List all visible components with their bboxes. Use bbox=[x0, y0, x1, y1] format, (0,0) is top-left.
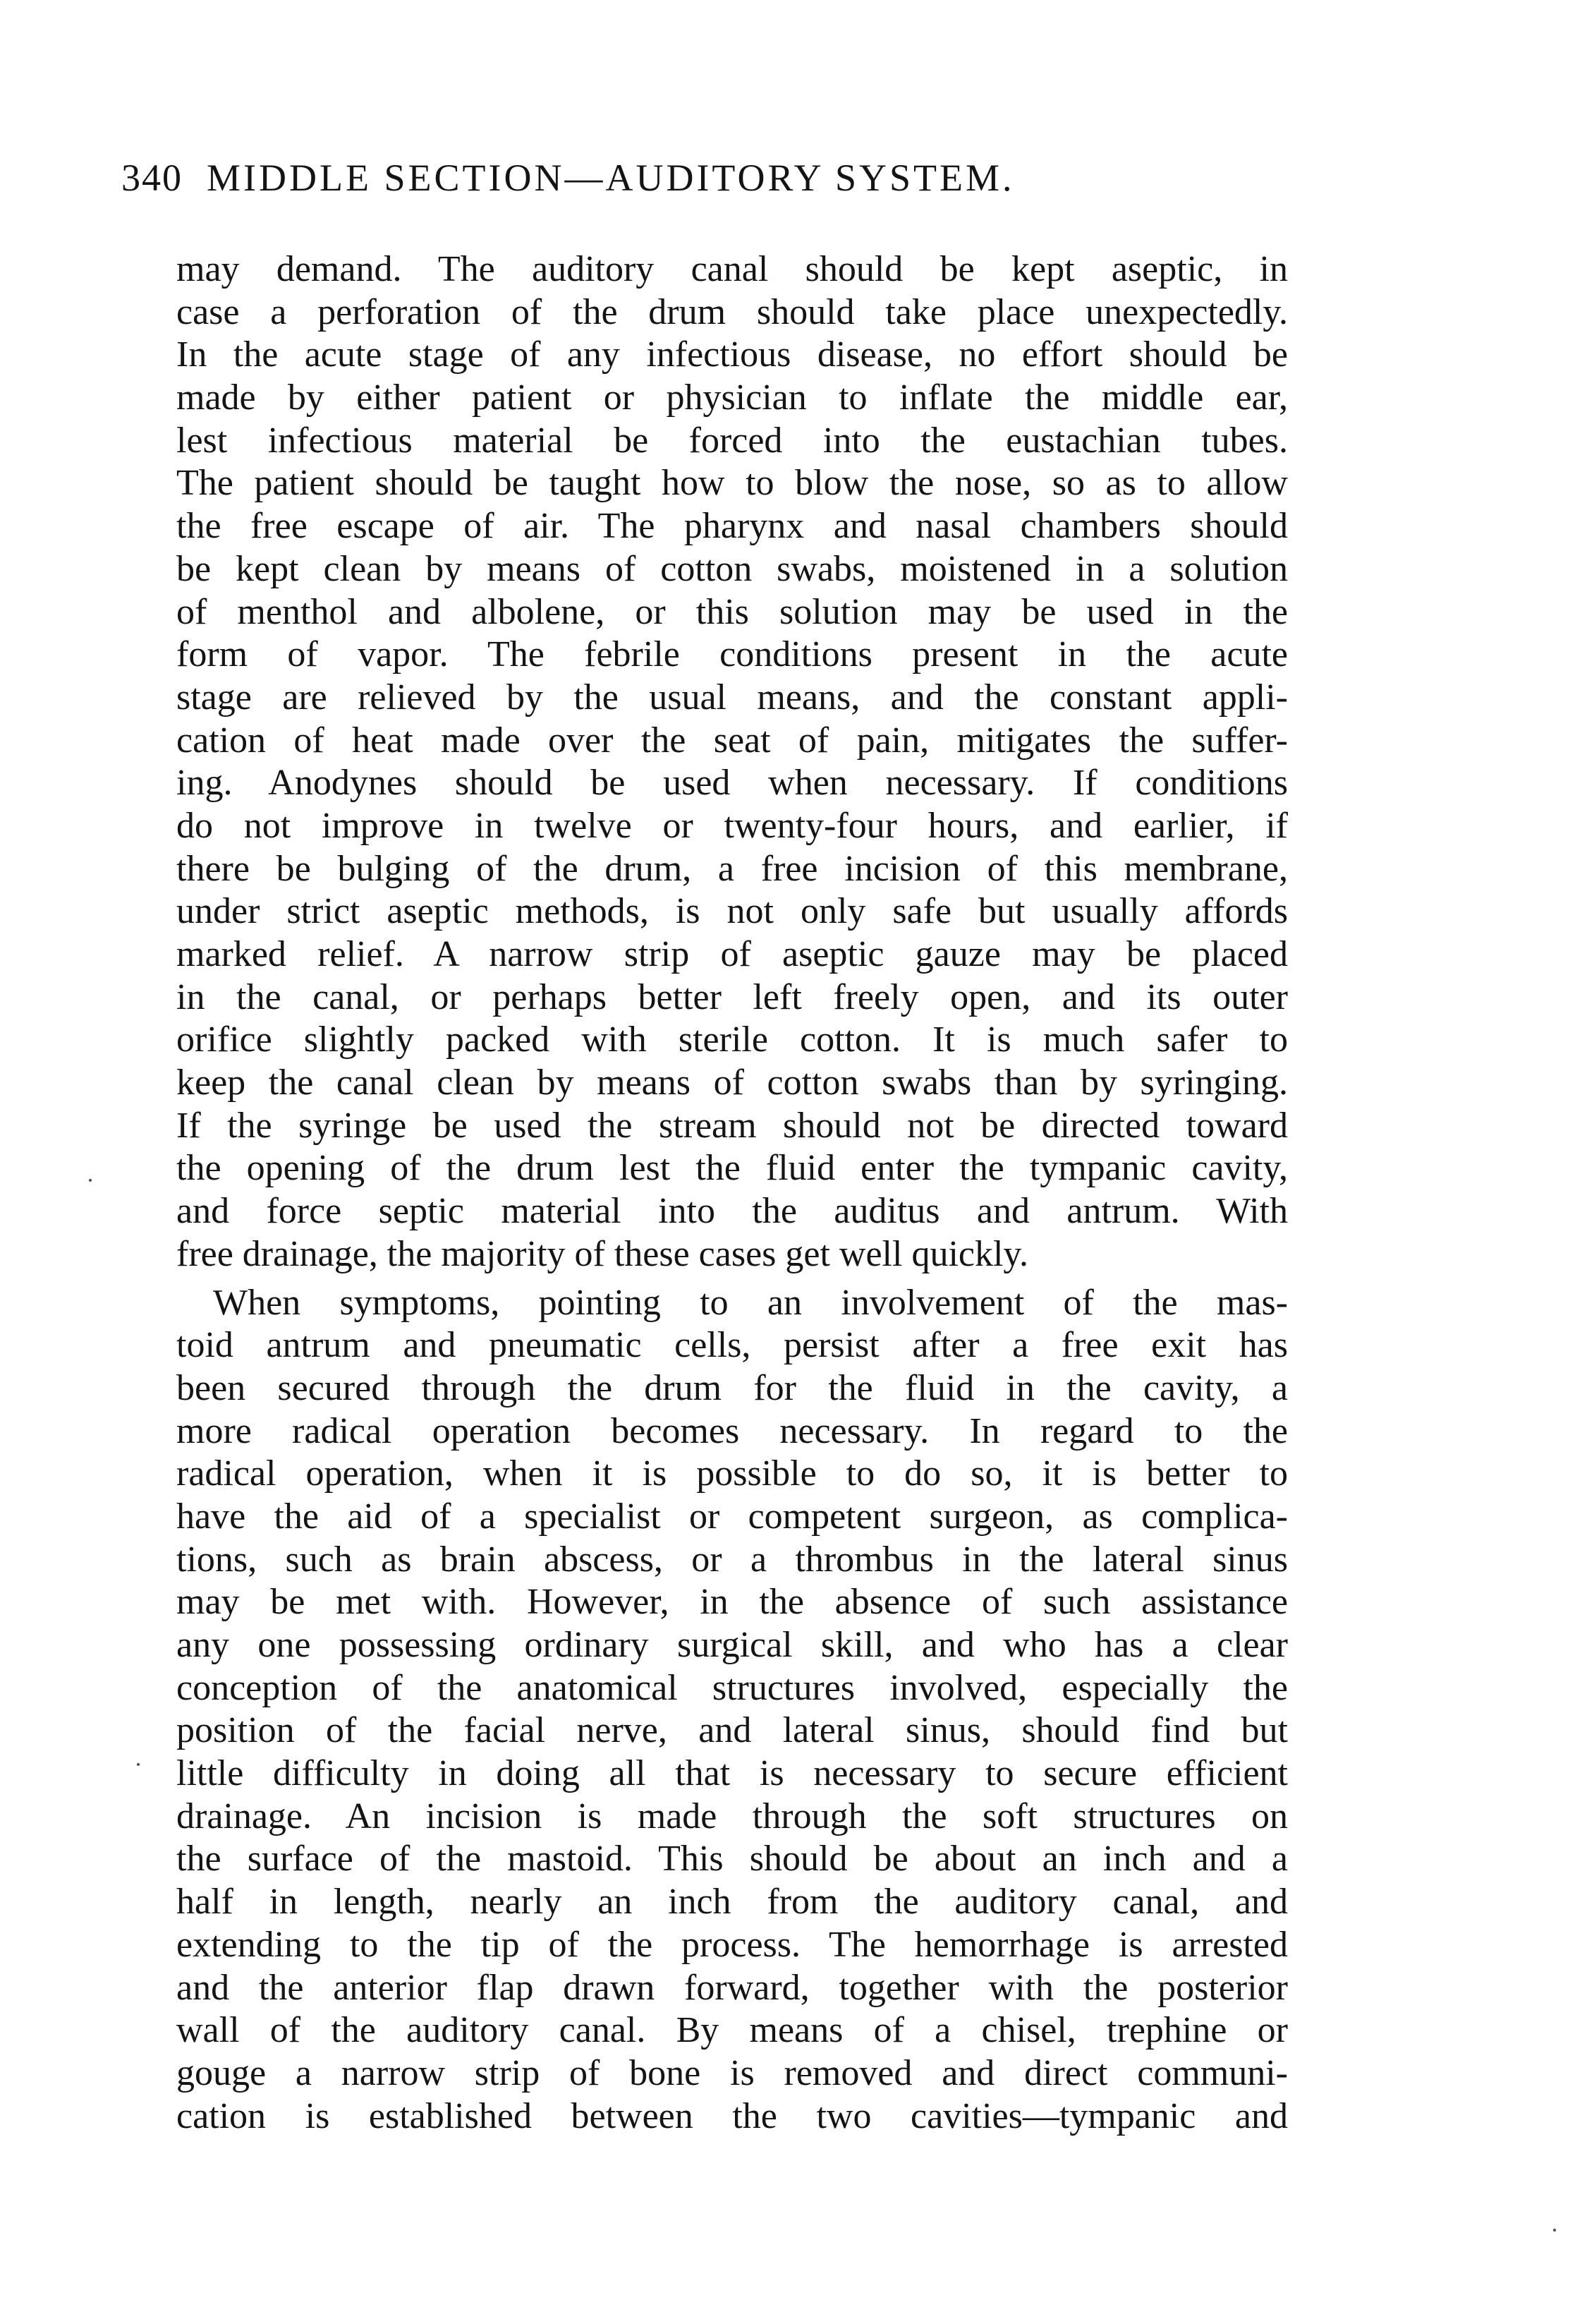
running-title: MIDDLE SECTION—AUDITORY SYSTEM. bbox=[207, 157, 1015, 199]
text-line: have the aid of a specialist or competent surgeon, as complica- bbox=[176, 1496, 1288, 1537]
text-line: the free escape of air. The pharynx and nasal chambers should bbox=[176, 506, 1288, 547]
text-line: stage are relieved by the usual means, and the constant appli- bbox=[176, 677, 1288, 718]
text-line: free drainage, the majority of these cases get well quickly. bbox=[176, 1233, 1029, 1274]
text-line: made by either patient or physician to inflate the middle ear, bbox=[176, 377, 1288, 418]
text-line: lest infectious material be forced into the eustachian tubes. bbox=[176, 420, 1288, 461]
text-line: radical operation, when it is possible to do so, it is better to bbox=[176, 1453, 1288, 1494]
text-line: any one possessing ordinary surgical skill, and who has a clear bbox=[176, 1625, 1288, 1665]
text-line: case a perforation of the drum should take place unexpectedly. bbox=[176, 291, 1288, 332]
text-line: form of vapor. The febrile conditions present in the acute bbox=[176, 634, 1288, 675]
text-line: If the syringe be used the stream should not be directed toward bbox=[176, 1105, 1288, 1146]
page-number: 340 bbox=[121, 157, 183, 199]
text-line: and the anterior flap drawn forward, together with the posterior bbox=[176, 1967, 1288, 2008]
text-line: orifice slightly packed with sterile cotton. It is much safer to bbox=[176, 1019, 1288, 1060]
text-line: more radical operation becomes necessary. In regard to the bbox=[176, 1410, 1288, 1451]
text-line: The patient should be taught how to blow the nose, so as to allow bbox=[176, 463, 1288, 504]
stray-mark: · bbox=[1550, 2216, 1559, 2244]
text-line: been secured through the drum for the fluid in the cavity, a bbox=[176, 1367, 1288, 1408]
text-line: may demand. The auditory canal should be kept aseptic, in bbox=[176, 249, 1288, 289]
text-line: there be bulging of the drum, a free incision of this membrane, bbox=[176, 848, 1288, 889]
text-line: cation is established between the two cavities—tympanic and bbox=[176, 2095, 1288, 2136]
text-line: in the canal, or perhaps better left freely open, and its outer bbox=[176, 976, 1288, 1017]
stray-mark: · bbox=[86, 1166, 95, 1194]
text-line: may be met with. However, in the absence of such assistance bbox=[176, 1582, 1288, 1623]
text-line: do not improve in twelve or twenty-four hours, and earlier, if bbox=[176, 805, 1288, 846]
paragraph-2 bbox=[176, 1282, 1288, 2138]
text-line: ing. Anodynes should be used when necessary. If conditions bbox=[176, 763, 1288, 804]
body-text bbox=[176, 248, 1288, 2138]
page-header bbox=[121, 150, 1306, 206]
paragraph-1 bbox=[176, 248, 1288, 1276]
text-line: When symptoms, pointing to an involvement of the mas- bbox=[213, 1282, 1288, 1323]
stray-mark: · bbox=[134, 1750, 142, 1779]
text-line: keep the canal clean by means of cotton swabs than by syringing. bbox=[176, 1063, 1288, 1103]
text-line: extending to the tip of the process. The hemorrhage is arrested bbox=[176, 1924, 1288, 1965]
text-line: be kept clean by means of cotton swabs, moistened in a solution bbox=[176, 548, 1288, 589]
text-line: drainage. An incision is made through the soft structures on bbox=[176, 1796, 1288, 1836]
text-line: of menthol and albolene, or this solution may be used in the bbox=[176, 591, 1288, 632]
text-line: gouge a narrow strip of bone is removed and direct communi- bbox=[176, 2052, 1288, 2093]
text-line: the surface of the mastoid. This should be about an inch and a bbox=[176, 1839, 1288, 1880]
text-line: position of the facial nerve, and lateral sinus, should find but bbox=[176, 1710, 1288, 1751]
text-line: and force septic material into the auditus and antrum. With bbox=[176, 1191, 1288, 1232]
text-line: conception of the anatomical structures involved, especially the bbox=[176, 1667, 1288, 1708]
text-line: under strict aseptic methods, is not only safe but usually affords bbox=[176, 891, 1288, 932]
text-line: In the acute stage of any infectious disease, no effort should be bbox=[176, 334, 1288, 375]
text-line: half in length, nearly an inch from the auditory canal, and bbox=[176, 1882, 1288, 1923]
text-line: marked relief. A narrow strip of aseptic gauze may be placed bbox=[176, 934, 1288, 974]
text-line: the opening of the drum lest the fluid enter the tympanic cavity, bbox=[176, 1148, 1288, 1189]
text-line: cation of heat made over the seat of pain, mitigates the suffer- bbox=[176, 720, 1288, 761]
text-line: toid antrum and pneumatic cells, persist after a free exit has bbox=[176, 1325, 1288, 1366]
text-line: tions, such as brain abscess, or a thrombus in the lateral sinus bbox=[176, 1539, 1288, 1580]
text-line: little difficulty in doing all that is necessary to secure efficient bbox=[176, 1753, 1288, 1794]
text-line: wall of the auditory canal. By means of a chisel, trephine or bbox=[176, 2010, 1288, 2051]
